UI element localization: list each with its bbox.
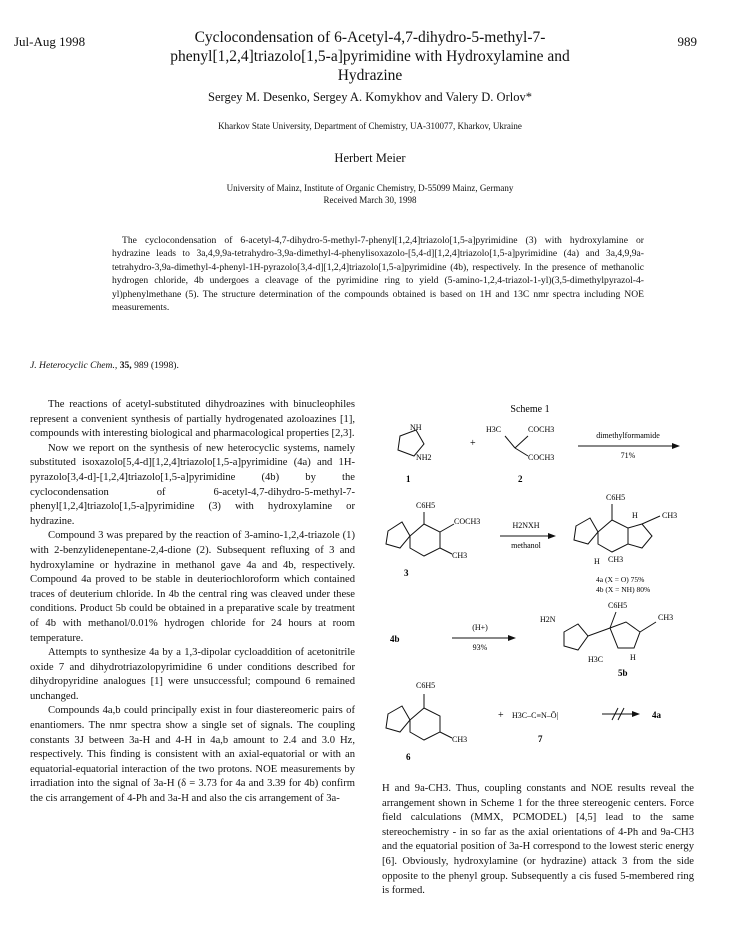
reagent-2a: H2NXH [512, 521, 540, 530]
citation-journal: J. Heterocyclic Chem., [30, 360, 118, 371]
yield-1: 71% [620, 451, 636, 460]
h2n-label: H2N [540, 615, 556, 624]
product-4a: 4a (X = O) 75% [596, 575, 645, 584]
ch3-label: CH3 [452, 735, 468, 744]
compound-6-structure [386, 694, 452, 740]
page-number: 989 [677, 34, 697, 49]
c6h5-label: C6H5 [416, 681, 436, 690]
title-line-3: Hydrazine [337, 67, 403, 84]
coch3-label: COCH3 [528, 453, 555, 462]
authors: Sergey M. Desenko, Sergey A. Komykhov and Valery D. Orlov* [208, 90, 532, 104]
compound-3-label: 3 [404, 568, 409, 578]
affiliation: Kharkov State University, Department of Chemistry, UA-310077, Kharkov, Ukraine [218, 121, 522, 131]
compound-6-label: 6 [406, 752, 411, 762]
body-column-right [382, 782, 694, 899]
compound-5b-label: 5b [618, 668, 628, 678]
ch3-label: CH3 [658, 613, 674, 622]
plus-sign: + [470, 438, 476, 449]
compound-5b-structure [564, 612, 656, 650]
nh-label: NH [410, 423, 422, 432]
title-line-2: phenyl[1,2,4]triazolo[1,5-a]pyrimidine with Hydroxylamine and [170, 48, 570, 65]
coch3-label: COCH3 [528, 425, 555, 434]
received-date: Received March 30, 1998 [323, 195, 417, 205]
citation-rest: 989 (1998). [134, 360, 179, 371]
citation-volume: 35, [119, 360, 132, 371]
c6h5-label: C6H5 [608, 601, 628, 610]
reagent-3: (H+) [472, 623, 488, 632]
ch3-label: CH3 [662, 511, 678, 520]
product-4b: 4b (X = NH) 80% [596, 585, 651, 594]
journal-date: Jul-Aug 1998 [14, 34, 86, 49]
c6h5-label: C6H5 [416, 501, 436, 510]
scheme-1 [380, 396, 700, 776]
nh2-label: NH2 [416, 453, 432, 462]
nitrile-oxide: H3C–C≡N–Ō| [512, 711, 559, 720]
h3c-label: H3C [588, 655, 604, 664]
article-title [160, 28, 580, 85]
paragraph: H and 9a-CH3. Thus, coupling constants and NOE results reveal the arrangement shown in Scheme 1 for the three stereogenic centers. Force field calculations (MMX, PCMODEL) [4,5] lead to the same stereochemistry - in so far as the axial orientations of 4-Ph and 9a-CH3 and the equatorial position of 3a-H correspond to the lowest steric energy [6]. Obviously, hydroxylamine (or hydrazine) attack 3 from the side opposite to the phenyl group. Subsequently a cis fused 5-membered ring is formed. [382, 783, 694, 897]
arrowhead [508, 635, 516, 641]
c6h5-label: C6H5 [606, 493, 626, 502]
abstract: The cyclocondensation of 6-acetyl-4,7-dihydro-5-methyl-7-phenyl[1,2,4]triazolo[1,5-a]pyrimidine (3) with hydroxylamine or hydrazine leads to 3a,4,9,9a-tetrahydro-3,9a-dimethyl-4-phenylisoxazolo-[5,4-d][1,2,4]triazolo[1,5-a]pyrimidine (4a) and 3a,4,9,9a-tetrahydro-3,9a-dimethyl-4-phenyl-1H-pyrazolo[3,4-d][1,2,4]triazolo[1,5-a]pyrimidine (4b), respectively. In the presence of methanolic hydrogen chloride, 4b undergoes a cleavage of the pyrimidine ring to yield (5-amino-1,2,4-triazol-1-yl)(3,5-dimethylpyrazol-4-yl)phenylmethane (5). The structure determination of the compounds obtained is based on 1H and 13C nmr spectra including NOE measurements. [112, 235, 644, 314]
h-label: H [632, 511, 638, 520]
author-2: Herbert Meier [334, 151, 406, 165]
paragraph: Now we report on the synthesis of new heterocyclic systems, namely substituted isoxazolo[5,4-d][1,2,4]triazolo[1,5-a]pyrimidine (4a) and 1H-pyrazolo[3,4-d]-[1,2,4]triazolo[1,5-a]pyrimidine (4b) by the cyclocondensation of 6-acetyl-4,7-dihydro-5-methyl-7-phenyl[1,2,4]triazolo[1,5-a]pyrimidine (3) with hydroxylamine or hydrazine. [30, 442, 355, 527]
compound-1-label: 1 [406, 474, 411, 484]
reagent-2b: methanol [511, 541, 541, 550]
coch3-label: COCH3 [454, 517, 481, 526]
affiliation-2: University of Mainz, Institute of Organic Chemistry, D-55099 Mainz, Germany [226, 183, 514, 193]
compound-2-label: 2 [518, 474, 523, 484]
arrowhead [672, 443, 680, 449]
body-column-left [30, 398, 355, 807]
compound-4b-ref: 4b [390, 634, 400, 644]
paragraph: Compound 3 was prepared by the reaction of 3-amino-1,2,4-triazole (1) with 2-benzylidenepentane-2,4-dione (2). Subsequent refluxing of 3 and hydroxylamine or hydrazine in methanol gave 4a and 4b, respectively. Compound 4a proved to be stable in deuteriochloroform which contained traces of deuterium chloride. In 4b the central ring was cleaved under these conditions. Product 5b could be obtained in a preparative scale by treatment of 4b with methanol/0.01% hydrogen chloride for 24 hours at room temperature. [30, 530, 355, 644]
h-label: H [630, 653, 636, 662]
compound-4-structure [574, 504, 660, 552]
compound-7-label: 7 [538, 734, 543, 744]
scheme-title: Scheme 1 [510, 404, 550, 415]
paragraph: Attempts to synthesize 4a by a 1,3-dipolar cycloaddition of acetonitrile oxide 7 and dihydrotriazolopyrimidine 6 under conditions described for dihydropyridine analogues [1] were unsuccessful; compound 6 remained unchanged. [30, 647, 355, 702]
h3c-label: H3C [486, 425, 502, 434]
title-line-1: Cyclocondensation of 6-Acetyl-4,7-dihydro-5-methyl-7- [194, 29, 546, 46]
arrowhead [548, 533, 556, 539]
ch3-label: CH3 [608, 555, 624, 564]
arrowhead [632, 711, 640, 717]
plus-sign: + [498, 710, 504, 721]
yield-3: 93% [472, 643, 488, 652]
compound-2-structure [505, 436, 528, 456]
compound-3-structure [386, 512, 454, 556]
paragraph: The reactions of acetyl-substituted dihydroazines with binucleophiles represent a convenient synthesis of partially hydrogenated azoloazines [1], compounds with interesting biological and pharmacological properties [2,3]. [30, 399, 355, 440]
h-label: H [594, 557, 600, 566]
reagent-1: dimethylformamide [596, 431, 660, 440]
compound-4a-ref: 4a [652, 710, 661, 720]
citation [30, 360, 179, 371]
paragraph: Compounds 4a,b could principally exist in four diastereomeric pairs of enantiomers. The nmr spectra show a single set of signals. The coupling constants 3J between 3a-H and 4-H in 4a,b amount to 2.4 and 3.0 Hz, respectively. This finding is consistent with an axial-equatorial or with an equatorial-equatorial interaction of the two protons. NOE measurements by irradiation into the signal of 3a-H (δ = 3.73 for 4a and 3.39 for 4b) confirm the cis arrangement of 4-Ph and 3a-H and also the cis arrangement of 3a- [30, 705, 355, 805]
ch3-label: CH3 [452, 551, 468, 560]
